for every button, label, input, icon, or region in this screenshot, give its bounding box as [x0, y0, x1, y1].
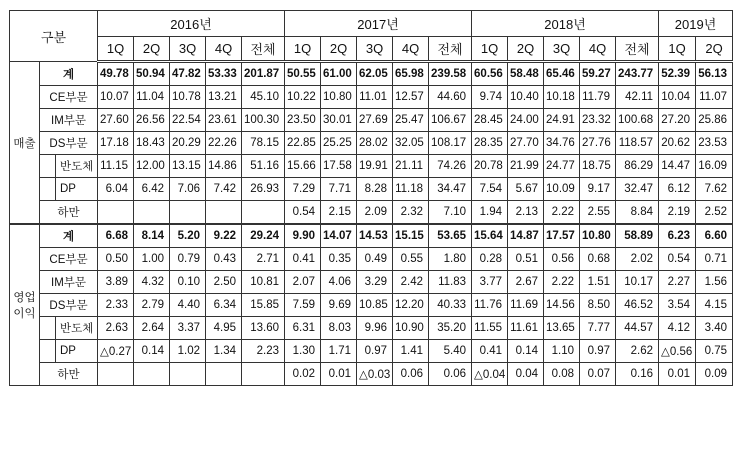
value-cell: 3.54 — [659, 294, 696, 317]
year-2019-header: 2019년 — [659, 11, 733, 37]
value-cell: 2.33 — [98, 294, 134, 317]
value-cell: 3.89 — [98, 271, 134, 294]
value-cell: 60.56 — [472, 62, 508, 86]
year-header-row — [10, 11, 733, 37]
value-cell: 23.50 — [285, 109, 321, 132]
value-cell: 17.57 — [544, 224, 580, 248]
value-cell: 1.80 — [429, 248, 472, 271]
value-cell: 2.64 — [134, 317, 170, 340]
value-cell: 14.47 — [659, 155, 696, 178]
value-cell: 2.02 — [616, 248, 659, 271]
value-cell: 15.15 — [393, 224, 429, 248]
value-cell: 8.50 — [580, 294, 616, 317]
value-cell: 24.77 — [544, 155, 580, 178]
quarter-header: 전체 — [616, 37, 659, 62]
value-cell: △0.03 — [357, 363, 393, 386]
table-row — [10, 201, 733, 225]
value-cell: 4.95 — [206, 317, 242, 340]
table-row — [10, 248, 733, 271]
value-cell: 0.56 — [544, 248, 580, 271]
value-cell: 53.65 — [429, 224, 472, 248]
value-cell: 26.93 — [242, 178, 285, 201]
table-row — [10, 224, 733, 248]
value-cell: 0.75 — [696, 340, 733, 363]
financial-table-container — [9, 10, 728, 386]
value-cell: 74.26 — [429, 155, 472, 178]
value-cell: 10.09 — [544, 178, 580, 201]
value-cell: 32.47 — [616, 178, 659, 201]
value-cell: 25.47 — [393, 109, 429, 132]
value-cell: 239.58 — [429, 62, 472, 86]
value-cell: 18.43 — [134, 132, 170, 155]
value-cell: △0.27 — [98, 340, 134, 363]
value-cell: 27.20 — [659, 109, 696, 132]
value-cell: 8.03 — [321, 317, 357, 340]
value-cell: 4.40 — [170, 294, 206, 317]
value-cell: 58.48 — [508, 62, 544, 86]
year-2017-header: 2017년 — [285, 11, 472, 37]
value-cell: 3.77 — [472, 271, 508, 294]
value-cell: 20.78 — [472, 155, 508, 178]
value-cell — [170, 363, 206, 386]
value-cell: 0.09 — [696, 363, 733, 386]
value-cell: 78.15 — [242, 132, 285, 155]
value-cell: 2.79 — [134, 294, 170, 317]
quarter-header: 4Q — [393, 37, 429, 62]
value-cell: 53.33 — [206, 62, 242, 86]
value-cell: 26.56 — [134, 109, 170, 132]
value-cell: 27.69 — [357, 109, 393, 132]
value-cell: 13.60 — [242, 317, 285, 340]
value-cell: 10.80 — [321, 86, 357, 109]
value-cell: 86.29 — [616, 155, 659, 178]
value-cell: 10.40 — [508, 86, 544, 109]
value-cell: 7.29 — [285, 178, 321, 201]
value-cell: 34.76 — [544, 132, 580, 155]
value-cell: 11.61 — [508, 317, 544, 340]
value-cell: 5.67 — [508, 178, 544, 201]
row-label: CE부문 — [40, 248, 98, 271]
value-cell: 56.13 — [696, 62, 733, 86]
value-cell: 243.77 — [616, 62, 659, 86]
row-label: 계 — [40, 62, 98, 86]
value-cell: 14.53 — [357, 224, 393, 248]
value-cell: 2.63 — [98, 317, 134, 340]
value-cell: 3.29 — [357, 271, 393, 294]
value-cell: 0.50 — [98, 248, 134, 271]
quarter-header: 1Q — [98, 37, 134, 62]
value-cell: 2.32 — [393, 201, 429, 225]
value-cell: 30.01 — [321, 109, 357, 132]
value-cell: 6.31 — [285, 317, 321, 340]
value-cell: 22.85 — [285, 132, 321, 155]
value-cell: 14.86 — [206, 155, 242, 178]
value-cell: 7.77 — [580, 317, 616, 340]
indent-cell — [40, 155, 56, 178]
value-cell: 25.86 — [696, 109, 733, 132]
value-cell: 13.21 — [206, 86, 242, 109]
value-cell: 49.78 — [98, 62, 134, 86]
quarter-header: 4Q — [580, 37, 616, 62]
value-cell: 11.76 — [472, 294, 508, 317]
table-row — [10, 294, 733, 317]
value-cell: 0.01 — [659, 363, 696, 386]
value-cell: 11.83 — [429, 271, 472, 294]
value-cell: 10.80 — [580, 224, 616, 248]
value-cell: 108.17 — [429, 132, 472, 155]
value-cell: 12.00 — [134, 155, 170, 178]
value-cell: 9.96 — [357, 317, 393, 340]
row-label: DS부문 — [40, 294, 98, 317]
value-cell: 50.55 — [285, 62, 321, 86]
value-cell: 2.71 — [242, 248, 285, 271]
value-cell: 47.82 — [170, 62, 206, 86]
table-row — [10, 340, 733, 363]
value-cell: 59.27 — [580, 62, 616, 86]
value-cell: 61.00 — [321, 62, 357, 86]
table-row — [10, 132, 733, 155]
value-cell: 4.32 — [134, 271, 170, 294]
value-cell: 51.16 — [242, 155, 285, 178]
value-cell: 2.09 — [357, 201, 393, 225]
value-cell: 21.11 — [393, 155, 429, 178]
value-cell: 6.12 — [659, 178, 696, 201]
value-cell: 100.68 — [616, 109, 659, 132]
value-cell: 44.57 — [616, 317, 659, 340]
row-label: IM부문 — [40, 109, 98, 132]
value-cell: 35.20 — [429, 317, 472, 340]
value-cell: 20.62 — [659, 132, 696, 155]
value-cell: 2.55 — [580, 201, 616, 225]
value-cell: 3.37 — [170, 317, 206, 340]
value-cell: 118.57 — [616, 132, 659, 155]
value-cell — [98, 201, 134, 225]
value-cell: 7.71 — [321, 178, 357, 201]
value-cell: 4.06 — [321, 271, 357, 294]
value-cell: 0.41 — [285, 248, 321, 271]
financial-table — [9, 10, 733, 386]
value-cell: 14.56 — [544, 294, 580, 317]
value-cell: 1.71 — [321, 340, 357, 363]
value-cell: 7.10 — [429, 201, 472, 225]
value-cell: 9.69 — [321, 294, 357, 317]
value-cell: 106.67 — [429, 109, 472, 132]
value-cell: 62.05 — [357, 62, 393, 86]
value-cell: 45.10 — [242, 86, 285, 109]
value-cell: △0.04 — [472, 363, 508, 386]
value-cell: △0.56 — [659, 340, 696, 363]
value-cell: 10.07 — [98, 86, 134, 109]
value-cell: 0.51 — [508, 248, 544, 271]
quarter-header: 2Q — [321, 37, 357, 62]
value-cell: 18.75 — [580, 155, 616, 178]
value-cell: 20.29 — [170, 132, 206, 155]
value-cell: 6.34 — [206, 294, 242, 317]
value-cell: 0.14 — [134, 340, 170, 363]
quarter-header: 1Q — [285, 37, 321, 62]
value-cell: 0.71 — [696, 248, 733, 271]
value-cell: 10.78 — [170, 86, 206, 109]
value-cell: 1.02 — [170, 340, 206, 363]
value-cell: 6.04 — [98, 178, 134, 201]
value-cell: 8.28 — [357, 178, 393, 201]
value-cell: 1.94 — [472, 201, 508, 225]
quarter-header: 1Q — [659, 37, 696, 62]
value-cell: 65.46 — [544, 62, 580, 86]
value-cell: 22.26 — [206, 132, 242, 155]
row-label: 반도체 — [56, 317, 98, 340]
value-cell — [98, 363, 134, 386]
table-row — [10, 86, 733, 109]
section-label: 영업 이익 — [10, 224, 40, 386]
value-cell: 42.11 — [616, 86, 659, 109]
table-row — [10, 271, 733, 294]
value-cell: 7.54 — [472, 178, 508, 201]
quarter-header: 1Q — [472, 37, 508, 62]
quarter-header: 전체 — [242, 37, 285, 62]
value-cell: 65.98 — [393, 62, 429, 86]
value-cell: 2.13 — [508, 201, 544, 225]
value-cell: 14.87 — [508, 224, 544, 248]
value-cell: 7.06 — [170, 178, 206, 201]
value-cell: 11.04 — [134, 86, 170, 109]
value-cell: 0.68 — [580, 248, 616, 271]
row-label: DS부문 — [40, 132, 98, 155]
quarter-header: 전체 — [429, 37, 472, 62]
value-cell: 2.42 — [393, 271, 429, 294]
value-cell: 0.79 — [170, 248, 206, 271]
value-cell — [206, 201, 242, 225]
value-cell: 11.07 — [696, 86, 733, 109]
value-cell: 14.07 — [321, 224, 357, 248]
value-cell: 4.12 — [659, 317, 696, 340]
year-2018-header: 2018년 — [472, 11, 659, 37]
value-cell: 13.15 — [170, 155, 206, 178]
value-cell: 11.15 — [98, 155, 134, 178]
value-cell — [170, 201, 206, 225]
value-cell: 28.45 — [472, 109, 508, 132]
quarter-header: 4Q — [206, 37, 242, 62]
row-label: DP — [56, 178, 98, 201]
value-cell: 2.62 — [616, 340, 659, 363]
value-cell: 13.65 — [544, 317, 580, 340]
value-cell: 58.89 — [616, 224, 659, 248]
value-cell: 23.32 — [580, 109, 616, 132]
value-cell: 0.28 — [472, 248, 508, 271]
table-row — [10, 62, 733, 86]
value-cell: 0.16 — [616, 363, 659, 386]
value-cell: 10.22 — [285, 86, 321, 109]
value-cell: 7.42 — [206, 178, 242, 201]
value-cell: 17.58 — [321, 155, 357, 178]
value-cell: 0.54 — [659, 248, 696, 271]
value-cell: 17.18 — [98, 132, 134, 155]
row-label: CE부문 — [40, 86, 98, 109]
value-cell: 1.00 — [134, 248, 170, 271]
quarter-header: 3Q — [544, 37, 580, 62]
table-body — [10, 62, 733, 386]
value-cell: 6.42 — [134, 178, 170, 201]
value-cell: 28.35 — [472, 132, 508, 155]
quarter-header-row — [10, 37, 733, 62]
value-cell: 1.56 — [696, 271, 733, 294]
value-cell: 0.04 — [508, 363, 544, 386]
value-cell: 0.08 — [544, 363, 580, 386]
value-cell: 9.22 — [206, 224, 242, 248]
value-cell: 23.61 — [206, 109, 242, 132]
quarter-header: 2Q — [696, 37, 733, 62]
value-cell: 7.59 — [285, 294, 321, 317]
value-cell: 28.02 — [357, 132, 393, 155]
value-cell: 8.84 — [616, 201, 659, 225]
value-cell: 2.27 — [659, 271, 696, 294]
value-cell: 2.19 — [659, 201, 696, 225]
value-cell: 8.14 — [134, 224, 170, 248]
row-label: IM부문 — [40, 271, 98, 294]
value-cell: 0.01 — [321, 363, 357, 386]
value-cell — [134, 201, 170, 225]
value-cell: 46.52 — [616, 294, 659, 317]
value-cell: 4.15 — [696, 294, 733, 317]
quarter-header: 3Q — [170, 37, 206, 62]
value-cell: 24.91 — [544, 109, 580, 132]
value-cell: 1.10 — [544, 340, 580, 363]
table-row — [10, 363, 733, 386]
value-cell: 16.09 — [696, 155, 733, 178]
value-cell: 50.94 — [134, 62, 170, 86]
value-cell: 7.62 — [696, 178, 733, 201]
value-cell: 10.90 — [393, 317, 429, 340]
value-cell: 0.35 — [321, 248, 357, 271]
value-cell: 19.91 — [357, 155, 393, 178]
row-label: DP — [56, 340, 98, 363]
value-cell: 9.90 — [285, 224, 321, 248]
value-cell: 15.64 — [472, 224, 508, 248]
value-cell: 15.85 — [242, 294, 285, 317]
value-cell: 10.17 — [616, 271, 659, 294]
value-cell: 0.02 — [285, 363, 321, 386]
value-cell: 21.99 — [508, 155, 544, 178]
value-cell: 27.76 — [580, 132, 616, 155]
value-cell: 0.14 — [508, 340, 544, 363]
value-cell: 2.15 — [321, 201, 357, 225]
value-cell: 27.70 — [508, 132, 544, 155]
value-cell: 1.41 — [393, 340, 429, 363]
value-cell: 6.68 — [98, 224, 134, 248]
value-cell: 2.07 — [285, 271, 321, 294]
value-cell: 10.18 — [544, 86, 580, 109]
value-cell: 12.57 — [393, 86, 429, 109]
value-cell: 27.60 — [98, 109, 134, 132]
value-cell: 0.06 — [429, 363, 472, 386]
value-cell: 0.97 — [580, 340, 616, 363]
value-cell: 15.66 — [285, 155, 321, 178]
value-cell: 1.51 — [580, 271, 616, 294]
value-cell: 24.00 — [508, 109, 544, 132]
value-cell: 0.07 — [580, 363, 616, 386]
value-cell: 10.04 — [659, 86, 696, 109]
value-cell: 5.20 — [170, 224, 206, 248]
value-cell: 10.85 — [357, 294, 393, 317]
value-cell: 2.50 — [206, 271, 242, 294]
row-label: 계 — [40, 224, 98, 248]
value-cell: 11.01 — [357, 86, 393, 109]
value-cell: 2.22 — [544, 201, 580, 225]
row-label: 하만 — [40, 363, 98, 386]
value-cell: 40.33 — [429, 294, 472, 317]
value-cell: 10.81 — [242, 271, 285, 294]
value-cell: 0.97 — [357, 340, 393, 363]
value-cell — [206, 363, 242, 386]
value-cell: 9.74 — [472, 86, 508, 109]
section-label: 매출 — [10, 62, 40, 225]
value-cell: 100.30 — [242, 109, 285, 132]
value-cell: 44.60 — [429, 86, 472, 109]
value-cell: 5.40 — [429, 340, 472, 363]
row-label: 하만 — [40, 201, 98, 225]
value-cell: 6.60 — [696, 224, 733, 248]
value-cell: 0.06 — [393, 363, 429, 386]
value-cell: 3.40 — [696, 317, 733, 340]
value-cell: 1.30 — [285, 340, 321, 363]
value-cell: 2.67 — [508, 271, 544, 294]
value-cell: 32.05 — [393, 132, 429, 155]
value-cell: 12.20 — [393, 294, 429, 317]
value-cell: 0.55 — [393, 248, 429, 271]
value-cell: 22.54 — [170, 109, 206, 132]
value-cell: 25.25 — [321, 132, 357, 155]
quarter-header: 2Q — [508, 37, 544, 62]
value-cell — [242, 363, 285, 386]
table-row — [10, 317, 733, 340]
quarter-header: 3Q — [357, 37, 393, 62]
value-cell: 6.23 — [659, 224, 696, 248]
value-cell: 2.22 — [544, 271, 580, 294]
year-2016-header: 2016년 — [98, 11, 285, 37]
indent-cell — [40, 340, 56, 363]
value-cell: 0.41 — [472, 340, 508, 363]
value-cell: 34.47 — [429, 178, 472, 201]
category-header: 구분 — [10, 11, 98, 62]
value-cell — [134, 363, 170, 386]
value-cell: 0.10 — [170, 271, 206, 294]
value-cell: 2.52 — [696, 201, 733, 225]
value-cell: 11.79 — [580, 86, 616, 109]
value-cell: 52.39 — [659, 62, 696, 86]
indent-cell — [40, 317, 56, 340]
value-cell: 0.49 — [357, 248, 393, 271]
value-cell: 11.18 — [393, 178, 429, 201]
value-cell — [242, 201, 285, 225]
table-row — [10, 155, 733, 178]
value-cell: 201.87 — [242, 62, 285, 86]
table-row — [10, 178, 733, 201]
row-label: 반도체 — [56, 155, 98, 178]
value-cell: 11.69 — [508, 294, 544, 317]
value-cell: 11.55 — [472, 317, 508, 340]
indent-cell — [40, 178, 56, 201]
quarter-header: 2Q — [134, 37, 170, 62]
value-cell: 29.24 — [242, 224, 285, 248]
value-cell: 0.43 — [206, 248, 242, 271]
value-cell: 23.53 — [696, 132, 733, 155]
value-cell: 1.34 — [206, 340, 242, 363]
table-row — [10, 109, 733, 132]
value-cell: 0.54 — [285, 201, 321, 225]
value-cell: 9.17 — [580, 178, 616, 201]
value-cell: 2.23 — [242, 340, 285, 363]
